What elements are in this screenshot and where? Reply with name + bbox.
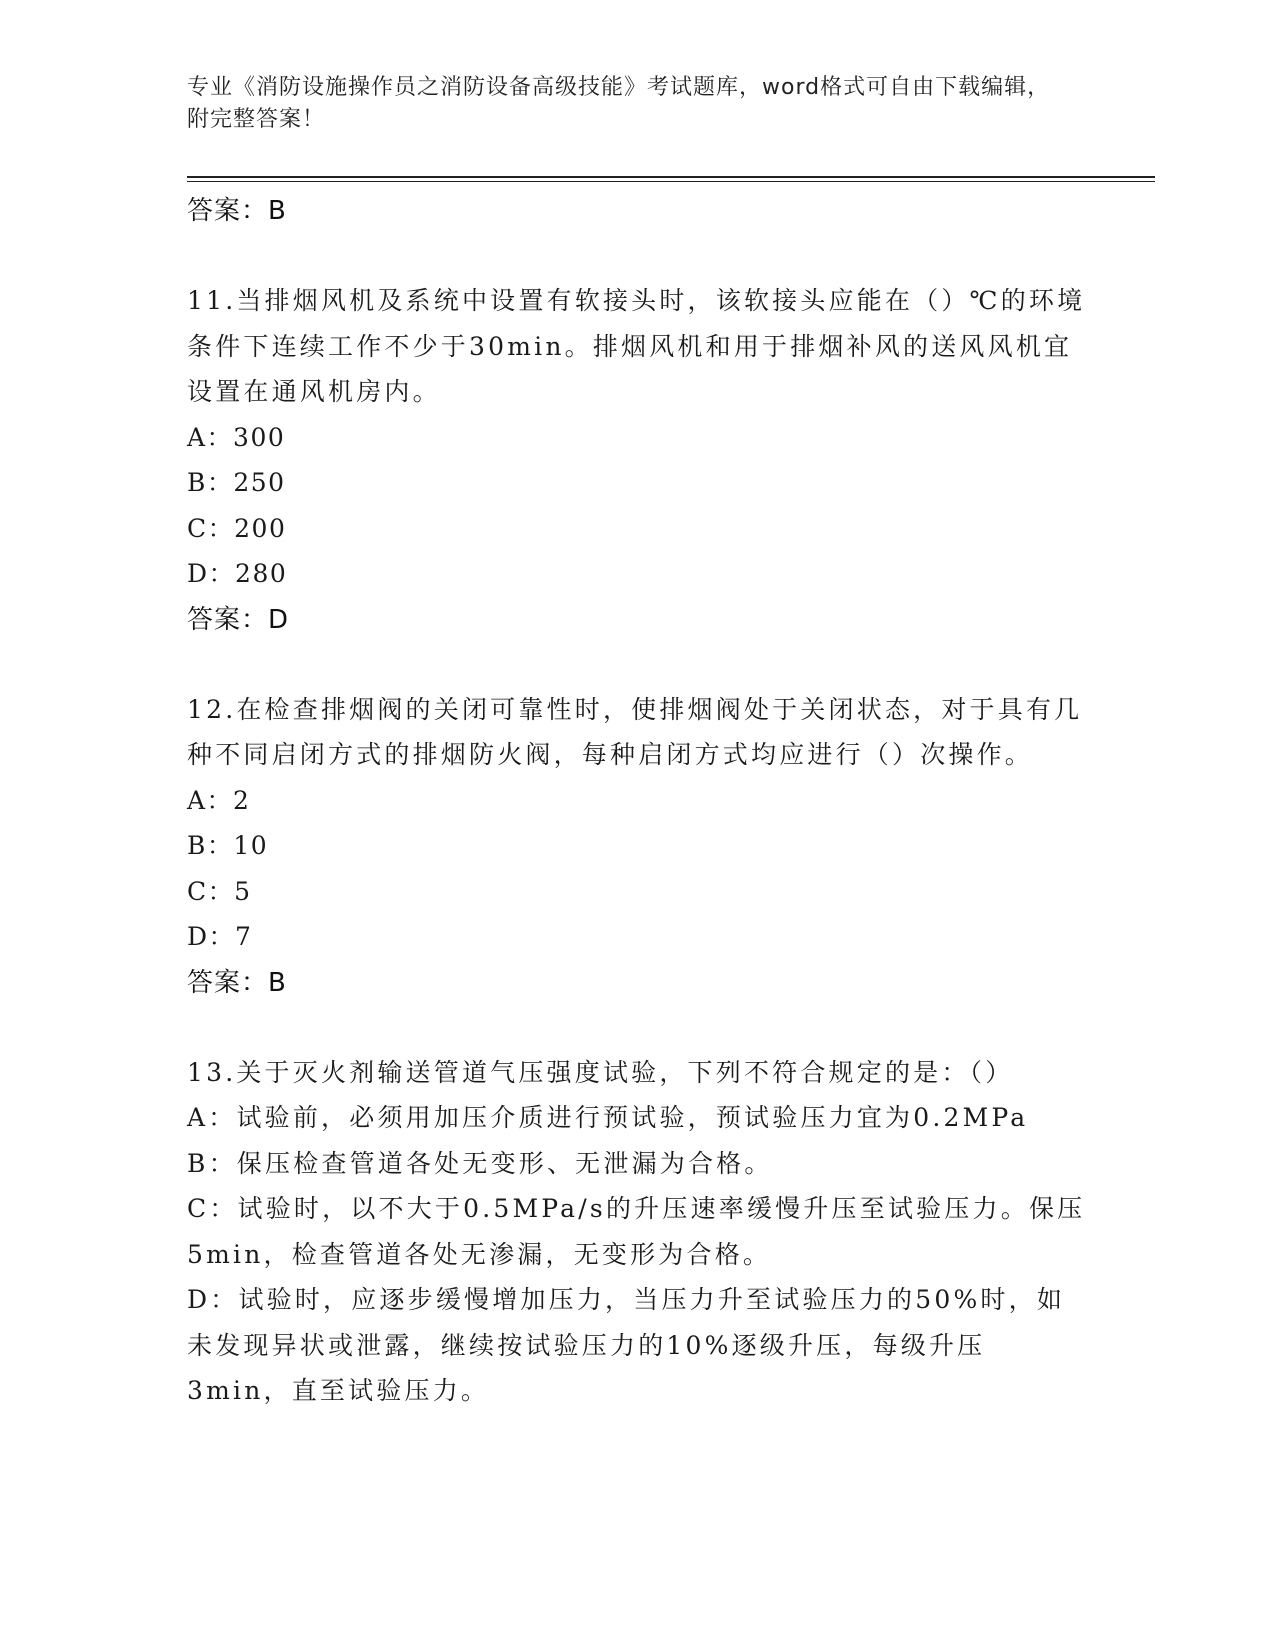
option-c: C：5 [187, 876, 252, 906]
question-11 [187, 278, 1087, 643]
option-c: C：试验时，以不大于0.5MPa/s的升压速率缓慢升压至试验压力。保压5min，检查管道各处无渗漏，无变形为合格。 [187, 1194, 1086, 1269]
option-d: D：7 [187, 922, 253, 951]
question-stem: 13.关于灭火剂输送管道气压强度试验，下列不符合规定的是：（） [187, 1057, 1014, 1087]
page-header: 专业《消防设施操作员之消防设备高级技能》考试题库，word格式可自由下载编辑，附完整答案！ [187, 75, 1051, 132]
question-answer: 答案：D [187, 604, 290, 635]
question-12 [187, 687, 1087, 1006]
question-stem: 11.当排烟风机及系统中设置有软接头时，该软接头应能在（）℃的环境条件下连续工作不少于30min。排烟风机和用于排烟补风的送风风机宜设置在通风机房内。 [187, 286, 1086, 406]
option-a: A：2 [187, 785, 251, 815]
option-c: C：200 [187, 513, 287, 543]
question-answer: 答案：B [187, 967, 287, 998]
question-content [187, 188, 1087, 1414]
question-13 [187, 1050, 1087, 1414]
header-rule-thin [187, 181, 1155, 182]
option-a: A：试验前，必须用加压介质进行预试验，预试验压力宜为0.2MPa [187, 1103, 1029, 1132]
previous-answer: 答案：B [187, 196, 287, 226]
option-b: B：250 [187, 468, 286, 497]
header-rule-thick [187, 176, 1155, 178]
spacer [187, 643, 1087, 687]
option-a: A：300 [187, 422, 286, 452]
option-b: B：保压检查管道各处无变形、无泄漏为合格。 [187, 1148, 773, 1178]
option-d: D：试验时，应逐步缓慢增加压力，当压力升至试验压力的50%时，如未发现异状或泄露，继续按试验压力的10%逐级升压，每级升压3min，直至试验压力。 [187, 1285, 1066, 1405]
option-d: D：280 [187, 559, 288, 588]
question-stem: 12.在检查排烟阀的关闭可靠性时，使排烟阀处于关闭状态，对于具有几种不同启闭方式的排烟防火阀，每种启闭方式均应进行（）次操作。 [187, 694, 1083, 769]
option-b: B：10 [187, 831, 269, 860]
spacer [187, 1006, 1087, 1050]
spacer [187, 234, 1087, 278]
